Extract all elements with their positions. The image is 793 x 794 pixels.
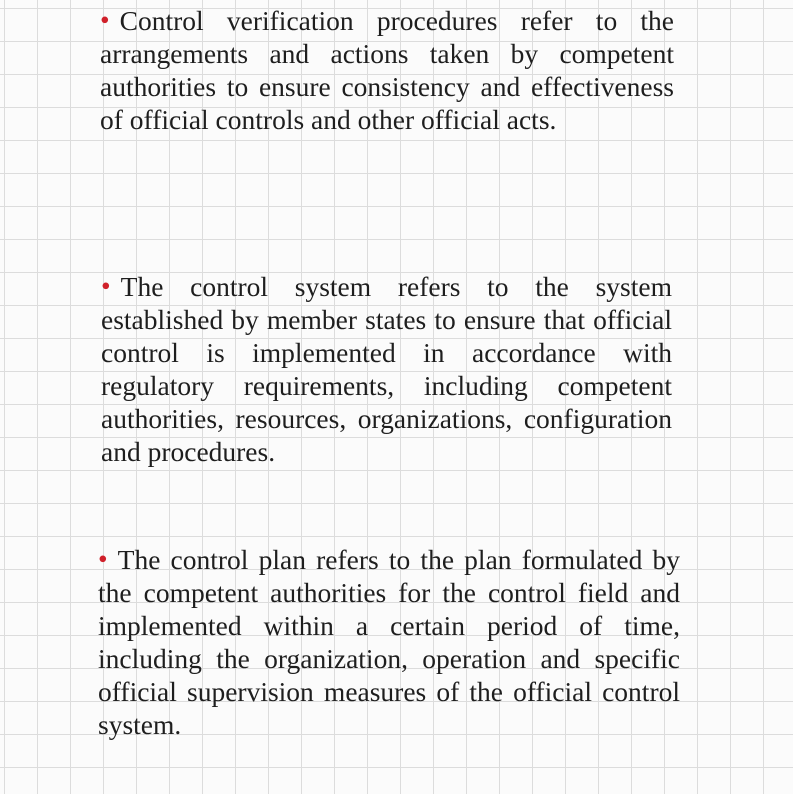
paragraph-text: The control plan refers to the plan formulated by the competent authorities for the control field and implemented within a certain period of time, including the organization, operation and specific official supervision measures of the official control system. bbox=[98, 544, 680, 740]
definition-control-verification-procedures bbox=[100, 4, 674, 136]
definition-control-plan bbox=[98, 543, 680, 741]
bullet-icon: • bbox=[101, 270, 111, 301]
bullet-icon: • bbox=[98, 543, 108, 574]
bullet-icon: • bbox=[100, 4, 110, 35]
definition-control-system bbox=[101, 270, 672, 468]
paragraph-text: The control system refers to the system established by member states to ensure that official control is implemented in accordance with regulatory requirements, including competent authorities, resources, organizations, configuration and procedures. bbox=[101, 271, 672, 467]
paragraph-text: Control verification procedures refer to the arrangements and actions taken by competent authorities to ensure consistency and effectiveness of official controls and other official acts. bbox=[100, 5, 674, 135]
